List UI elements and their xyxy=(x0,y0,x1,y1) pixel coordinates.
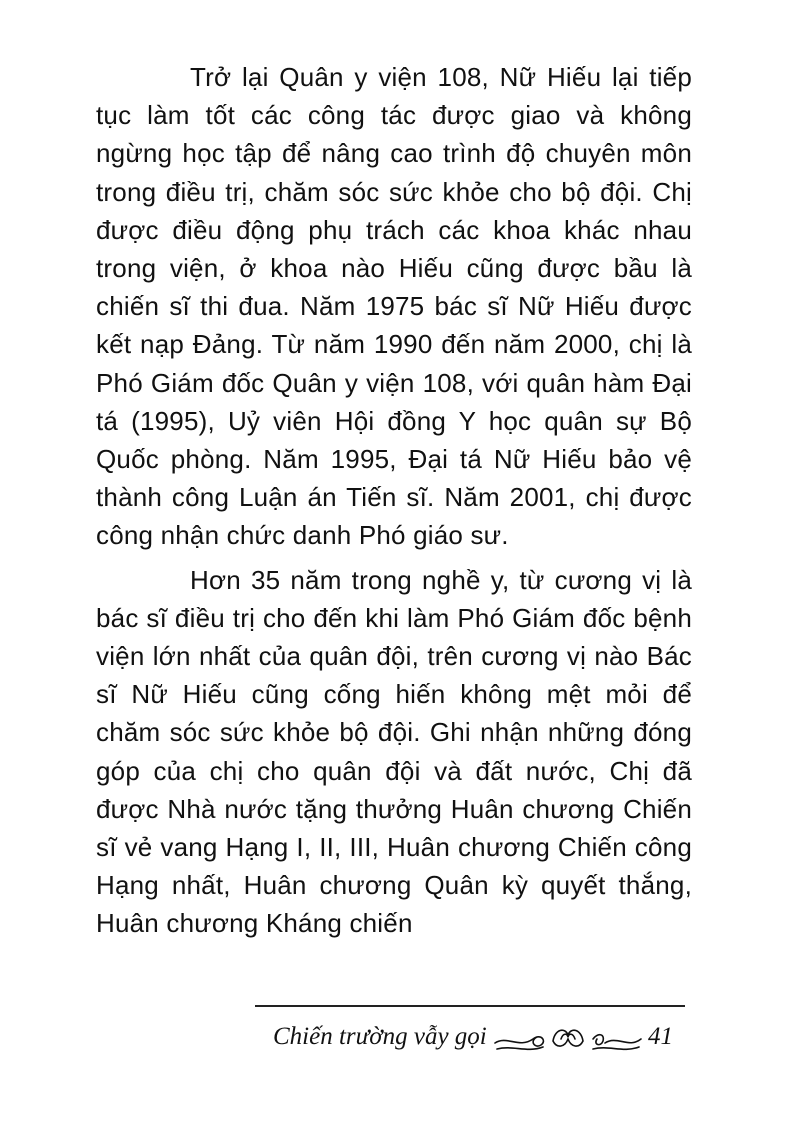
running-title: Chiến trường vẫy gọi xyxy=(273,1023,487,1050)
scroll-ornament-icon xyxy=(493,1019,643,1055)
footer-rule xyxy=(255,1005,685,1007)
page-body xyxy=(96,58,692,949)
paragraph-2: Hơn 35 năm trong nghề y, từ cương vị là bác sĩ điều trị cho đến khi làm Phó Giám đốc bệnh viện lớn nhất của quân đội, trên cương vị nào Bác sĩ Nữ Hiếu cũng cống hiến không mệt mỏi để chăm sóc sức khỏe bộ đội. Ghi nhận những đóng góp của chị cho quân đội và đất nước, Chị đã được Nhà nước tặng thưởng Huân chương Chiến sĩ vẻ vang Hạng I, II, III, Huân chương Chiến công Hạng nhất, Huân chương Quân kỳ quyết thắng, Huân chương Kháng chiến xyxy=(96,564,692,939)
page-footer xyxy=(255,1005,685,1065)
page-number: 41 xyxy=(648,1023,673,1050)
paragraph-1: Trở lại Quân y viện 108, Nữ Hiếu lại tiếp tục làm tốt các công tác được giao và không ngừng học tập để nâng cao trình độ chuyên môn trong điều trị, chăm sóc sức khỏe cho bộ đội. Chị được điều động phụ trách các khoa khác nhau trong viện, ở khoa nào Hiếu cũng được bầu là chiến sĩ thi đua. Năm 1975 bác sĩ Nữ Hiếu được kết nạp Đảng. Từ năm 1990 đến năm 2000, chị là Phó Giám đốc Quân y viện 108, với quân hàm Đại tá (1995), Uỷ viên Hội đồng Y học quân sự Bộ Quốc phòng. Năm 1995, Đại tá Nữ Hiếu bảo vệ thành công Luận án Tiến sĩ. Năm 2001, chị được công nhận chức danh Phó giáo sư. xyxy=(96,62,692,551)
